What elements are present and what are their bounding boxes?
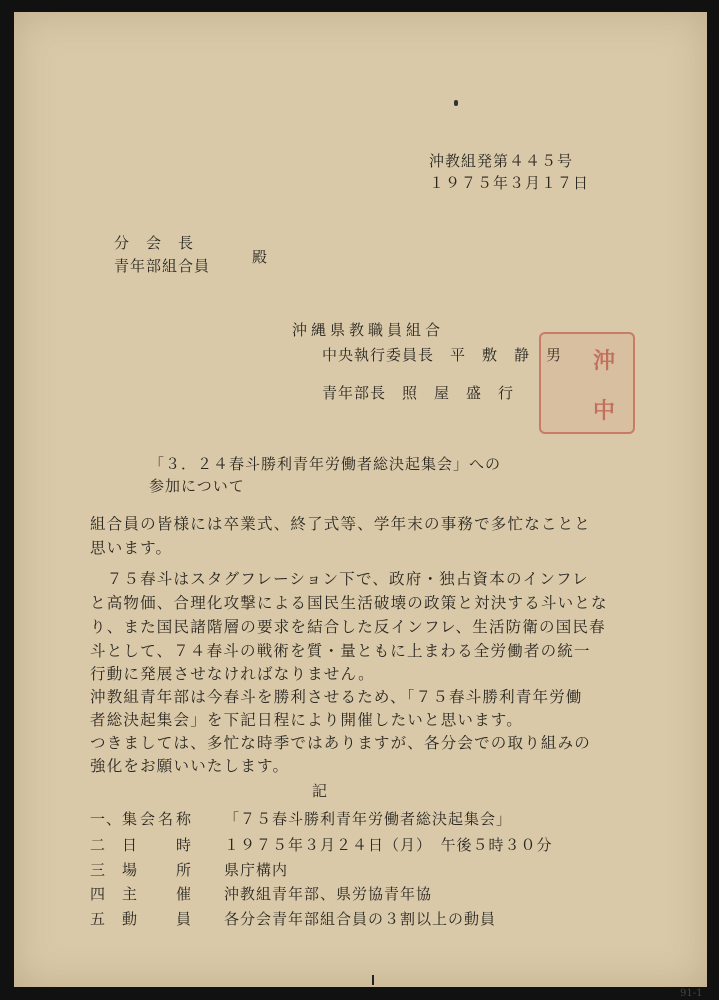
item-number: 四 — [90, 885, 107, 903]
item-value: １９７５年３月２４日（月） 午後５時３０分 — [224, 836, 553, 854]
binding-mark — [372, 975, 374, 985]
item-number: 五 — [90, 910, 107, 928]
item-number: 二 — [90, 836, 107, 854]
body-line: 者総決起集会」を下記日程により開催したいと思います。 — [90, 711, 523, 729]
body-line: ７５春斗はスタグフレーション下で、政府・独占資本のインフレ — [90, 570, 589, 588]
seal-char-2: 中 — [593, 398, 616, 424]
body-line: 強化をお願いいたします。 — [90, 757, 290, 775]
body-line: 斗として、７４春斗の戦術を質・量ともに上まわる全労働者の統一 — [90, 642, 591, 660]
item-number: 一、 — [90, 810, 123, 828]
item-label: 集会名称 — [122, 810, 195, 828]
subject-line-2: 参加について — [149, 477, 245, 495]
sender-organization: 沖縄県教職員組合 — [292, 321, 445, 339]
body-line: 行動に発展させなければなりません。 — [90, 665, 375, 683]
document-date: １９７５年３月１７日 — [429, 174, 590, 192]
item-value: 各分会青年部組合員の３割以上の動員 — [224, 910, 497, 928]
item-label: 主 催 — [122, 885, 195, 903]
subject-line-1: 「３．２４春斗勝利青年労働者総決起集会」への — [149, 455, 502, 473]
body-line: つきましては、多忙な時季ではありますが、各分会での取り組みの — [90, 734, 592, 752]
body-line: 思います。 — [90, 539, 173, 557]
item-value: 「７５春斗勝利青年労働者総決起集会」 — [224, 810, 513, 828]
sender-youth-head: 青年部長 照 屋 盛 行 — [322, 384, 515, 402]
recipient-honorific: 殿 — [252, 248, 269, 266]
body-line: 組合員の皆様には卒業式、終了式等、学年末の事務で多忙なことと — [90, 515, 592, 533]
ink-speck — [454, 100, 458, 106]
item-label: 動 員 — [122, 910, 195, 928]
body-line: 沖教組青年部は今春斗を勝利させるため、「７５春斗勝利青年労働 — [90, 688, 583, 706]
document-number: 沖教組発第４４５号 — [429, 152, 574, 170]
recipient-line-2: 青年部組合員 — [114, 257, 211, 275]
item-value: 沖教組青年部、県労協青年協 — [224, 885, 433, 903]
sender-chair: 中央執行委員長 平 敷 静 男 — [322, 346, 563, 364]
official-seal — [539, 332, 635, 434]
page-note: 91-1 — [680, 988, 703, 999]
item-label: 場 所 — [122, 861, 195, 879]
document-page — [14, 12, 707, 987]
item-number: 三 — [90, 861, 107, 879]
body-line: と高物価、合理化攻撃による国民生活破壊の政策と対決する斗いとな — [90, 594, 608, 612]
item-label: 日 時 — [122, 836, 195, 854]
seal-char-1: 沖 — [593, 348, 616, 374]
body-line: り、また国民諸階層の要求を結合した反インフレ、生活防衛の国民春 — [90, 618, 606, 636]
recipient-line-1: 分 会 長 — [114, 234, 195, 252]
item-value: 県庁構内 — [224, 861, 289, 879]
ki-heading: 記 — [312, 782, 329, 800]
